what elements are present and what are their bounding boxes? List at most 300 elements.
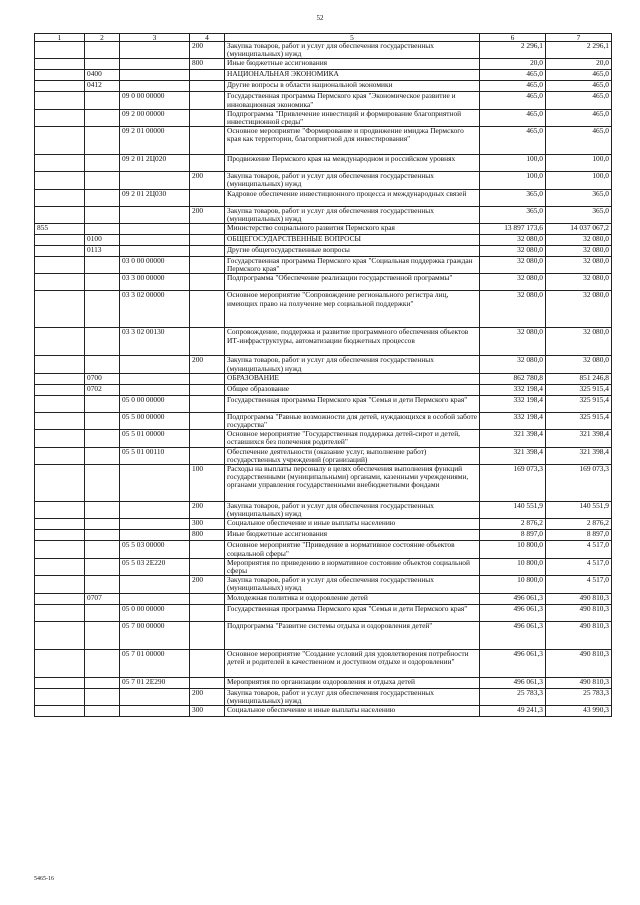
section-code	[85, 706, 120, 717]
target-code	[120, 593, 190, 604]
item-name: Основное мероприятие "Создание условий для удовлетворения потребности детей и родителей в качественном и доступном отдыхе и оздоровлении"	[225, 649, 480, 677]
amount-2017: 25 783,3	[480, 688, 546, 705]
amount-2017: 496 061,3	[480, 677, 546, 688]
section-code	[85, 155, 120, 172]
grbs-code	[35, 356, 85, 373]
amount-2018: 32 080,0	[546, 235, 612, 246]
amount-2018: 20,0	[546, 59, 612, 70]
grbs-code	[35, 59, 85, 70]
section-code	[85, 430, 120, 447]
amount-2018: 32 080,0	[546, 291, 612, 328]
table-row	[35, 621, 612, 649]
amount-2017: 32 080,0	[480, 274, 546, 291]
target-code: 09 2 00 00000	[120, 109, 190, 126]
target-code	[120, 519, 190, 530]
expense-type-code	[190, 155, 225, 172]
section-code	[85, 604, 120, 621]
expense-type-code	[190, 621, 225, 649]
section-code	[85, 224, 120, 235]
expense-type-code	[190, 677, 225, 688]
target-code: 09 0 00 00000	[120, 92, 190, 109]
grbs-code	[35, 189, 85, 206]
table-row	[35, 373, 612, 384]
grbs-code	[35, 81, 85, 92]
expense-type-code: 100	[190, 465, 225, 502]
amount-2018: 100,0	[546, 155, 612, 172]
amount-2017: 465,0	[480, 92, 546, 109]
grbs-code	[35, 541, 85, 558]
item-name: Молодежная политика и оздоровление детей	[225, 593, 480, 604]
expense-type-code: 200	[190, 502, 225, 519]
grbs-code	[35, 257, 85, 274]
amount-2017: 100,0	[480, 172, 546, 189]
footer-code: 5465-16	[34, 876, 54, 882]
expense-type-code	[190, 235, 225, 246]
section-code: 0113	[85, 246, 120, 257]
expense-type-code	[190, 541, 225, 558]
item-name: Закупка товаров, работ и услуг для обеспечения государственных (муниципальных) нужд	[225, 356, 480, 373]
section-code	[85, 206, 120, 223]
section-code: 0707	[85, 593, 120, 604]
amount-2018: 465,0	[546, 109, 612, 126]
amount-2018: 140 551,9	[546, 502, 612, 519]
table-row	[35, 109, 612, 126]
amount-2017: 2 876,2	[480, 519, 546, 530]
item-name: ОБЩЕГОСУДАРСТВЕННЫЕ ВОПРОСЫ	[225, 235, 480, 246]
item-name: Социальное обеспечение и иные выплаты населению	[225, 706, 480, 717]
expense-type-code	[190, 274, 225, 291]
section-code: 0702	[85, 384, 120, 395]
expense-type-code	[190, 109, 225, 126]
expense-type-code	[190, 127, 225, 155]
expense-type-code: 200	[190, 206, 225, 223]
table-row	[35, 688, 612, 705]
item-name: Закупка товаров, работ и услуг для обеспечения государственных (муниципальных) нужд	[225, 172, 480, 189]
amount-2018: 169 073,3	[546, 465, 612, 502]
amount-2018: 2 876,2	[546, 519, 612, 530]
amount-2017: 32 080,0	[480, 291, 546, 328]
table-row	[35, 356, 612, 373]
expense-type-code	[190, 328, 225, 356]
expense-type-code	[190, 291, 225, 328]
expense-type-code	[190, 224, 225, 235]
section-code	[85, 109, 120, 126]
grbs-code	[35, 688, 85, 705]
item-name: Государственная программа Пермского края "Экономическое развитие и инновационная экономика"	[225, 92, 480, 109]
item-name: НАЦИОНАЛЬНАЯ ЭКОНОМИКА	[225, 70, 480, 81]
expense-type-code: 200	[190, 172, 225, 189]
grbs-code	[35, 92, 85, 109]
grbs-code	[35, 621, 85, 649]
section-code	[85, 412, 120, 429]
amount-2017: 321 398,4	[480, 430, 546, 447]
amount-2017: 13 897 173,6	[480, 224, 546, 235]
column-header: 2	[85, 34, 120, 42]
table-row	[35, 206, 612, 223]
grbs-code	[35, 235, 85, 246]
target-code	[120, 206, 190, 223]
grbs-code	[35, 430, 85, 447]
item-name: Общее образование	[225, 384, 480, 395]
grbs-code	[35, 677, 85, 688]
item-name: Государственная программа Пермского края "Семья и дети Пермского края"	[225, 604, 480, 621]
table-row	[35, 274, 612, 291]
amount-2018: 4 517,0	[546, 558, 612, 575]
amount-2018: 465,0	[546, 127, 612, 155]
amount-2017: 332 198,4	[480, 395, 546, 412]
amount-2017: 2 296,1	[480, 42, 546, 59]
table-row	[35, 257, 612, 274]
amount-2017: 20,0	[480, 59, 546, 70]
amount-2018: 465,0	[546, 81, 612, 92]
section-code	[85, 558, 120, 575]
grbs-code	[35, 530, 85, 541]
expense-type-code	[190, 395, 225, 412]
expense-type-code	[190, 373, 225, 384]
target-code	[120, 576, 190, 593]
amount-2018: 25 783,3	[546, 688, 612, 705]
grbs-code	[35, 246, 85, 257]
section-code	[85, 328, 120, 356]
amount-2017: 32 080,0	[480, 328, 546, 356]
target-code: 09 2 01 2Ц030	[120, 189, 190, 206]
item-name: Мероприятия по приведению в нормативное состояние объектов социальной сферы	[225, 558, 480, 575]
section-code: 0400	[85, 70, 120, 81]
target-code	[120, 688, 190, 705]
target-code	[120, 373, 190, 384]
amount-2018: 490 810,3	[546, 593, 612, 604]
item-name: Закупка товаров, работ и услуг для обеспечения государственных (муниципальных) нужд	[225, 576, 480, 593]
amount-2017: 32 080,0	[480, 356, 546, 373]
amount-2017: 365,0	[480, 189, 546, 206]
expense-type-code: 800	[190, 59, 225, 70]
section-code	[85, 257, 120, 274]
item-name: Социальное обеспечение и иные выплаты населению	[225, 519, 480, 530]
item-name: Государственная программа Пермского края "Социальная поддержка граждан Пермского края"	[225, 257, 480, 274]
amount-2018: 8 897,0	[546, 530, 612, 541]
amount-2017: 32 080,0	[480, 235, 546, 246]
target-code	[120, 81, 190, 92]
grbs-code	[35, 558, 85, 575]
column-header: 7	[546, 34, 612, 42]
expense-type-code: 200	[190, 42, 225, 59]
section-code: 0700	[85, 373, 120, 384]
section-code	[85, 688, 120, 705]
table-row	[35, 70, 612, 81]
table-row	[35, 541, 612, 558]
item-name: Подпрограмма "Обеспечение реализации государственной программы"	[225, 274, 480, 291]
grbs-code	[35, 373, 85, 384]
section-code	[85, 42, 120, 59]
table-row	[35, 576, 612, 593]
grbs-code	[35, 502, 85, 519]
amount-2018: 100,0	[546, 172, 612, 189]
table-row	[35, 42, 612, 59]
section-code	[85, 621, 120, 649]
amount-2018: 321 398,4	[546, 447, 612, 464]
grbs-code	[35, 155, 85, 172]
grbs-code	[35, 127, 85, 155]
grbs-code	[35, 70, 85, 81]
target-code	[120, 502, 190, 519]
item-name: Основное мероприятие "Приведение в нормативное состояние объектов социальной сферы"	[225, 541, 480, 558]
amount-2018: 32 080,0	[546, 356, 612, 373]
item-name: Сопровождение, поддержка и развитие программного обеспечения объектов ИТ-инфраструктуры, автоматизации бюджетных процессов	[225, 328, 480, 356]
table-row	[35, 224, 612, 235]
amount-2018: 490 810,3	[546, 649, 612, 677]
target-code: 09 2 01 00000	[120, 127, 190, 155]
section-code	[85, 541, 120, 558]
table-row	[35, 649, 612, 677]
table-row	[35, 155, 612, 172]
section-code	[85, 172, 120, 189]
table-header-row	[35, 34, 612, 42]
target-code: 05 5 03 00000	[120, 541, 190, 558]
target-code: 05 0 00 00000	[120, 395, 190, 412]
item-name: Подпрограмма "Развитие системы отдыха и оздоровления детей"	[225, 621, 480, 649]
amount-2017: 465,0	[480, 70, 546, 81]
item-name: Закупка товаров, работ и услуг для обеспечения государственных (муниципальных) нужд	[225, 502, 480, 519]
grbs-code	[35, 706, 85, 717]
amount-2017: 496 061,3	[480, 604, 546, 621]
item-name: Продвижение Пермского края на международном и российском уровнях	[225, 155, 480, 172]
grbs-code	[35, 447, 85, 464]
expense-type-code	[190, 430, 225, 447]
expense-type-code	[190, 92, 225, 109]
expense-type-code: 200	[190, 356, 225, 373]
item-name: Закупка товаров, работ и услуг для обеспечения государственных (муниципальных) нужд	[225, 688, 480, 705]
item-name: Обеспечение деятельности (оказание услуг, выполнение работ) государственных учреждений (организаций)	[225, 447, 480, 464]
section-code	[85, 519, 120, 530]
amount-2018: 365,0	[546, 206, 612, 223]
table-row	[35, 412, 612, 429]
column-header: 3	[120, 34, 190, 42]
target-code: 05 5 00 00000	[120, 412, 190, 429]
target-code: 05 5 03 2E220	[120, 558, 190, 575]
target-code	[120, 356, 190, 373]
amount-2017: 32 080,0	[480, 257, 546, 274]
target-code: 05 5 01 00110	[120, 447, 190, 464]
amount-2018: 4 517,0	[546, 576, 612, 593]
table-row	[35, 246, 612, 257]
section-code	[85, 127, 120, 155]
amount-2018: 32 080,0	[546, 274, 612, 291]
amount-2017: 465,0	[480, 127, 546, 155]
target-code	[120, 384, 190, 395]
section-code: 0412	[85, 81, 120, 92]
item-name: Государственная программа Пермского края "Семья и дети Пермского края"	[225, 395, 480, 412]
expense-type-code	[190, 246, 225, 257]
table-row	[35, 92, 612, 109]
table-row	[35, 677, 612, 688]
amount-2018: 465,0	[546, 92, 612, 109]
target-code	[120, 235, 190, 246]
amount-2018: 325 915,4	[546, 412, 612, 429]
grbs-code	[35, 465, 85, 502]
section-code	[85, 465, 120, 502]
table-row	[35, 384, 612, 395]
target-code: 03 3 02 00000	[120, 291, 190, 328]
item-name: Кадровое обеспечение инвестиционного процесса и международных связей	[225, 189, 480, 206]
section-code	[85, 649, 120, 677]
grbs-code: 855	[35, 224, 85, 235]
item-name: Министерство социального развития Пермского края	[225, 224, 480, 235]
section-code	[85, 291, 120, 328]
amount-2017: 32 080,0	[480, 246, 546, 257]
section-code	[85, 189, 120, 206]
table-row	[35, 558, 612, 575]
grbs-code	[35, 395, 85, 412]
expense-type-code	[190, 189, 225, 206]
expense-type-code: 300	[190, 519, 225, 530]
amount-2017: 465,0	[480, 81, 546, 92]
section-code	[85, 59, 120, 70]
amount-2017: 321 398,4	[480, 447, 546, 464]
item-name: Расходы на выплаты персоналу в целях обеспечения выполнения функций государственными (муниципальными) органами, казенными учреждениями, органами управления государственными внебюджетными фондами	[225, 465, 480, 502]
amount-2018: 14 037 067,2	[546, 224, 612, 235]
item-name: Мероприятия по организации оздоровления и отдыха детей	[225, 677, 480, 688]
section-code	[85, 395, 120, 412]
amount-2017: 496 061,3	[480, 649, 546, 677]
item-name: Подпрограмма "Равные возможности для детей, нуждающихся в особой заботе государства"	[225, 412, 480, 429]
expense-type-code	[190, 412, 225, 429]
grbs-code	[35, 412, 85, 429]
budget-table	[34, 33, 612, 717]
target-code: 03 3 02 00130	[120, 328, 190, 356]
item-name: Другие общегосударственные вопросы	[225, 246, 480, 257]
table-row	[35, 189, 612, 206]
amount-2017: 332 198,4	[480, 384, 546, 395]
target-code: 05 7 01 2E290	[120, 677, 190, 688]
amount-2018: 490 810,3	[546, 677, 612, 688]
column-header: 6	[480, 34, 546, 42]
amount-2017: 862 780,8	[480, 373, 546, 384]
expense-type-code	[190, 447, 225, 464]
column-header: 5	[225, 34, 480, 42]
target-code: 09 2 01 2Ц020	[120, 155, 190, 172]
table-row	[35, 604, 612, 621]
table-row	[35, 519, 612, 530]
amount-2017: 169 073,3	[480, 465, 546, 502]
section-code	[85, 530, 120, 541]
amount-2017: 496 061,3	[480, 621, 546, 649]
expense-type-code	[190, 81, 225, 92]
amount-2018: 465,0	[546, 70, 612, 81]
item-name: Основное мероприятие "Государственная поддержка детей-сирот и детей, оставшихся без попечения родителей"	[225, 430, 480, 447]
target-code	[120, 465, 190, 502]
grbs-code	[35, 593, 85, 604]
section-code	[85, 576, 120, 593]
target-code: 03 0 00 00000	[120, 257, 190, 274]
table-row	[35, 430, 612, 447]
item-name: Иные бюджетные ассигнования	[225, 530, 480, 541]
amount-2017: 100,0	[480, 155, 546, 172]
amount-2017: 140 551,9	[480, 502, 546, 519]
grbs-code	[35, 576, 85, 593]
grbs-code	[35, 291, 85, 328]
amount-2018: 325 915,4	[546, 384, 612, 395]
amount-2018: 490 810,3	[546, 621, 612, 649]
section-code	[85, 356, 120, 373]
expense-type-code	[190, 593, 225, 604]
item-name: Другие вопросы в области национальной экономики	[225, 81, 480, 92]
grbs-code	[35, 206, 85, 223]
target-code	[120, 172, 190, 189]
section-code	[85, 274, 120, 291]
target-code: 05 0 00 00000	[120, 604, 190, 621]
column-header: 1	[35, 34, 85, 42]
amount-2018: 851 246,8	[546, 373, 612, 384]
target-code: 05 7 01 00000	[120, 649, 190, 677]
expense-type-code	[190, 604, 225, 621]
expense-type-code: 200	[190, 576, 225, 593]
grbs-code	[35, 172, 85, 189]
grbs-code	[35, 384, 85, 395]
item-name: ОБРАЗОВАНИЕ	[225, 373, 480, 384]
item-name: Закупка товаров, работ и услуг для обеспечения государственных (муниципальных) нужд	[225, 42, 480, 59]
section-code	[85, 447, 120, 464]
table-row	[35, 465, 612, 502]
section-code	[85, 92, 120, 109]
item-name: Основное мероприятие "Сопровождение регионального регистра лиц, имеющих право на получение мер социальной поддержки"	[225, 291, 480, 328]
amount-2017: 10 800,0	[480, 576, 546, 593]
target-code: 05 7 00 00000	[120, 621, 190, 649]
expense-type-code	[190, 257, 225, 274]
amount-2018: 32 080,0	[546, 328, 612, 356]
table-row	[35, 706, 612, 717]
section-code	[85, 502, 120, 519]
table-row	[35, 593, 612, 604]
page-number: 52	[316, 14, 324, 22]
item-name: Закупка товаров, работ и услуг для обеспечения государственных (муниципальных) нужд	[225, 206, 480, 223]
item-name: Основное мероприятие "Формирование и продвижение имиджа Пермского края как территории, благоприятной для инвестирования"	[225, 127, 480, 155]
amount-2018: 4 517,0	[546, 541, 612, 558]
expense-type-code	[190, 558, 225, 575]
table-row	[35, 530, 612, 541]
amount-2017: 332 198,4	[480, 412, 546, 429]
item-name: Иные бюджетные ассигнования	[225, 59, 480, 70]
target-code: 03 3 00 00000	[120, 274, 190, 291]
amount-2018: 490 810,3	[546, 604, 612, 621]
grbs-code	[35, 109, 85, 126]
section-code: 0100	[85, 235, 120, 246]
table-row	[35, 81, 612, 92]
expense-type-code: 300	[190, 706, 225, 717]
grbs-code	[35, 42, 85, 59]
expense-type-code: 800	[190, 530, 225, 541]
table-row	[35, 291, 612, 328]
table-row	[35, 395, 612, 412]
table-row	[35, 59, 612, 70]
amount-2018: 43 990,3	[546, 706, 612, 717]
table-row	[35, 447, 612, 464]
item-name: Подпрограмма "Привлечение инвестиций и формирование благоприятной инвестиционной среды"	[225, 109, 480, 126]
column-header: 4	[190, 34, 225, 42]
grbs-code	[35, 604, 85, 621]
amount-2018: 32 080,0	[546, 246, 612, 257]
expense-type-code	[190, 384, 225, 395]
section-code	[85, 677, 120, 688]
target-code	[120, 70, 190, 81]
amount-2017: 49 241,3	[480, 706, 546, 717]
amount-2018: 365,0	[546, 189, 612, 206]
expense-type-code	[190, 70, 225, 81]
target-code	[120, 706, 190, 717]
target-code	[120, 246, 190, 257]
amount-2017: 10 800,0	[480, 558, 546, 575]
amount-2018: 2 296,1	[546, 42, 612, 59]
grbs-code	[35, 649, 85, 677]
